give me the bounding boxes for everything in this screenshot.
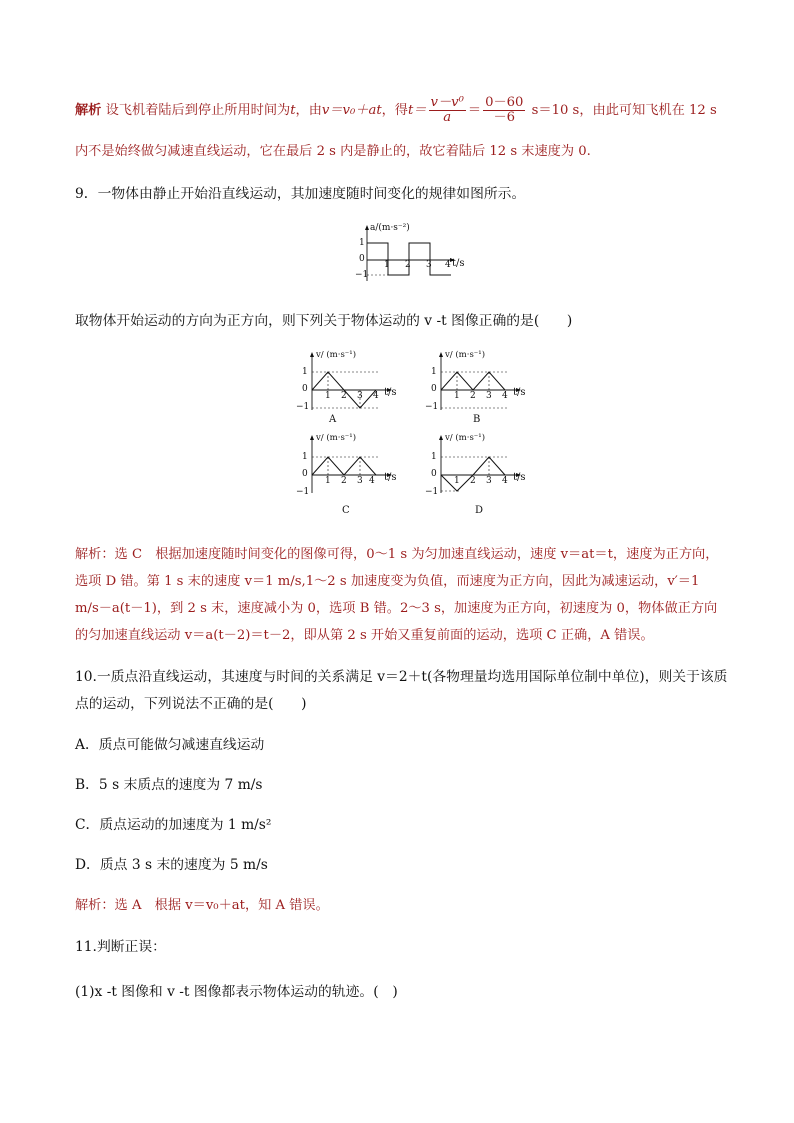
option-c-graph: v/ (m·s⁻¹) t/s 1 0 −1 1 2 3 4 C: [296, 433, 397, 516]
q10-option-c: C．质点运动的加速度为 1 m/s²: [75, 817, 272, 833]
option-d-graph: v/ (m·s⁻¹) t/s 1 0 −1 1 2 3 4 D: [425, 433, 526, 516]
q10-option-d: D．质点 3 s 末的速度为 5 m/s: [75, 857, 268, 873]
q10-answer: 解析：选 A 根据 v＝v₀＋at，知 A 错误。: [75, 898, 329, 913]
q10-stem-line1: 10.一质点沿直线运动，其速度与时间的关系满足 v＝2＋t(各物理量均选用国际单位制中单位)，则关于该质: [75, 669, 728, 685]
fraction-1: $\frac{\text{v－v⁰}}{a}$: [430, 95, 464, 125]
q10-option-b: B．5 s 末质点的速度为 7 m/s: [75, 777, 263, 793]
acceleration-time-graph: a/(m·s⁻²) t/s 1 0 −1 1 2 3 4: [355, 223, 465, 280]
intro-analysis-line1: 解析 设飞机着陆后到停止所用时间为t，由v＝v₀＋at，得t＝ $\frac{\text{v－v⁰}}{a}$ ＝ $\frac{0-60}{-6}$ s＝10 s，由此可知飞机在 12 s: [75, 95, 717, 125]
q9-stem: 9．一物体由静止开始沿直线运动，其加速度随时间变化的规律如图所示。: [75, 186, 526, 202]
q9-answer-line2: 选项 D 错。第 1 s 末的速度 v＝1 m/s,1～2 s 加速度变为负值，而速度为正方向，因此为减速运动，v′＝1: [75, 574, 700, 589]
analysis-label: 解析: [75, 102, 102, 118]
q10-option-a: A．质点可能做匀减速直线运动: [75, 737, 265, 753]
q11-stem: 11.判断正误：: [75, 939, 166, 955]
q9-answer-line1: 解析：选 C 根据加速度随时间变化的图像可得，0～1 s 为匀加速直线运动，速度 v＝at＝t，速度为正方向，: [75, 547, 719, 562]
q10-stem-line2: 点的运动，下列说法不正确的是( ): [75, 696, 307, 712]
q11-item1: (1)x -t 图像和 v -t 图像都表示物体运动的轨迹。( ): [75, 984, 398, 1000]
t-axis-label: t/s: [452, 258, 465, 269]
option-c-caption: C: [342, 505, 350, 516]
q9-question: 取物体开始运动的方向为正方向，则下列关于物体运动的 v -t 图像正确的是( ): [75, 313, 573, 329]
option-a-caption: A: [329, 414, 337, 425]
option-b-graph: v/ (m·s⁻¹) t/s 1 0 −1 1 2 3 4 B: [425, 350, 526, 425]
a-axis-label: a/(m·s⁻²): [370, 223, 410, 233]
option-a-graph: v/ (m·s⁻¹) t/s 1 0 −1 1 2 3 4 A: [296, 350, 397, 425]
q9-answer-line3: m/s－a(t－1)，到 2 s 末，速度减小为 0，选项 B 错。2～3 s，加速度为正方向，初速度为 0，物体做正方向: [75, 601, 718, 616]
option-b-caption: B: [473, 414, 481, 425]
intro-analysis-line2: 内不是始终做匀减速直线运动，它在最后 2 s 内是静止的，故它着陆后 12 s 末速度为 0.: [75, 144, 591, 159]
q9-answer-line4: 的匀加速直线运动 v＝a(t－2)＝t－2，即从第 2 s 开始又重复前面的运动，选项 C 正确，A 错误。: [75, 628, 654, 643]
option-d-caption: D: [475, 505, 484, 516]
fraction-2: $\frac{0-60}{-6}$: [485, 95, 524, 125]
